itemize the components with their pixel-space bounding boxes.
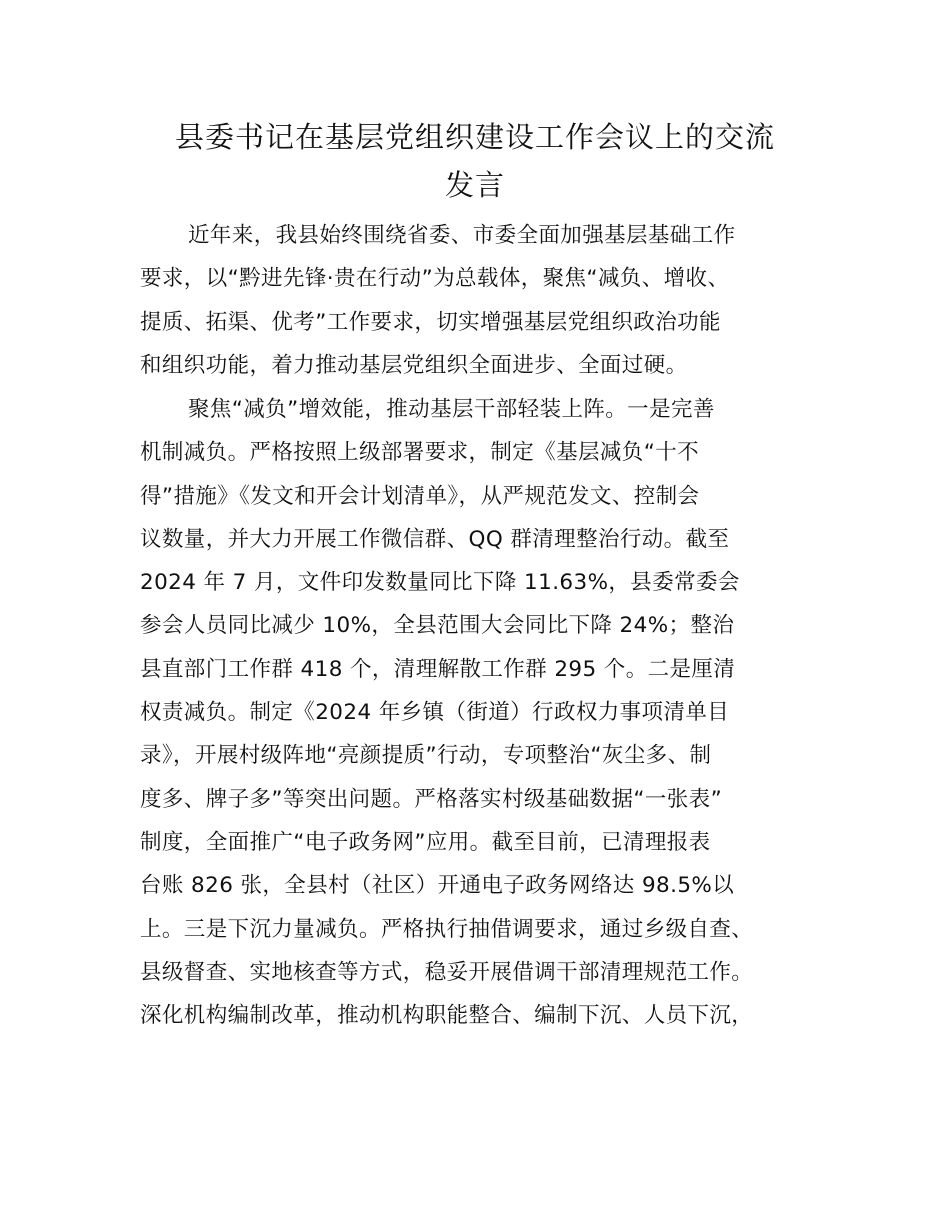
text-line: 2024 年 7 月，文件印发数量同比下降 11.63%，县委常委会 [140,570,740,596]
text-line: 机制减负。严格按照上级部署要求，制定《基层减负“十不 [140,440,700,466]
paragraph-intro [140,214,830,387]
text-line: 要求，以“黔进先锋·贵在行动”为总载体，聚焦“减负、增收、 [140,266,730,292]
text-line: 得”措施》《发文和开会计划清单》，从严规范发文、控制会 [140,483,700,509]
text-line: 近年来，我县始终围绕省委、市委全面加强基层基础工作 [188,223,736,248]
text-line: 议数量，并大力开展工作微信群、QQ 群清理整治行动。截至 [140,526,730,552]
text-line: 聚焦“减负”增效能，推动基层干部轻装上阵。一是完善 [188,397,715,422]
text-line: 度多、牌子多”等突出问题。严格落实村级基础数据“一张表” [140,786,723,812]
text-line: 深化机构编制改革，推动机构职能整合、编制下沉、人员下沉， [140,1003,754,1029]
text-line: 制度，全面推广“电子政务网”应用。截至目前，已清理报表 [140,829,711,855]
text-line: 上。三是下沉力量减负。严格执行抽借调要求，通过乡级自查、 [140,916,754,942]
text-line: 县级督查、实地核查等方式，稳妥开展借调干部清理规范工作。 [140,959,754,985]
text-line: 和组织功能，着力推动基层党组织全面进步、全面过硬。 [140,352,688,378]
text-line: 参会人员同比减少 10%，全县范围大会同比下降 24%；整治 [140,613,735,639]
title-line: 发言 [444,168,505,202]
text-line: 权责减负。制定《2024 年乡镇（街道）行政权力事项清单目 [140,700,730,726]
title-line: 县委书记在基层党组织建设工作会议上的交流 [174,120,775,154]
document-title [140,113,810,209]
text-line: 台账 826 张，全县村（社区）开通电子政务网络达 98.5%以 [140,873,735,899]
text-line: 提质、拓渠、优考”工作要求，切实增强基层党组织政治功能 [140,309,721,335]
text-line: 县直部门工作群 418 个，清理解散工作群 295 个。二是厘清 [140,656,736,682]
paragraph-burden-reduction [140,388,830,1037]
text-line: 录》，开展村级阵地“亮颜提质”行动，专项整治“灰尘多、制 [140,743,712,769]
